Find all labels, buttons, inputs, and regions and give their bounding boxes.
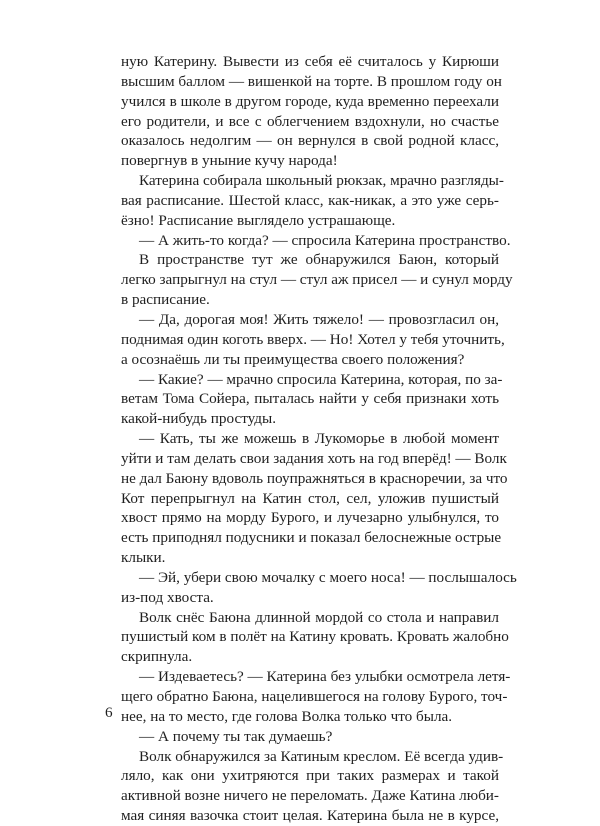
text-line: в расписание.	[121, 291, 210, 309]
text-line: активной возне ничего не переломать. Даже Катина люби-	[121, 787, 499, 805]
text-line: Волк обнаружился за Катиным креслом. Её всегда удив-	[139, 747, 504, 765]
text-line: из-под хвоста.	[121, 588, 214, 606]
text-line: поднимая один коготь вверх. — Но! Хотел у тебя уточнить,	[121, 330, 505, 348]
text-line: щего обратно Баюна, нацелившегося на голову Бурого, точ-	[121, 688, 508, 705]
text-line: высшим баллом — вишенкой на торте. В прошлом году он	[121, 72, 502, 90]
text-line: не дал Баюну вдоволь поупражняться в красноречии, за что	[121, 469, 508, 487]
text-line: В пространстве тут же обнаружился Баюн, который	[139, 251, 499, 269]
page-number: 6	[105, 704, 113, 721]
text-line: повергнув в уныние кучу народа!	[121, 152, 338, 170]
body-text	[121, 52, 517, 826]
text-line: есть приподнял подусники и показал белоснежные острые	[121, 529, 502, 547]
text-line: какой-нибудь простуды.	[121, 410, 277, 428]
text-line: Катерина собирала школьный рюкзак, мрачно разгляды-	[139, 172, 504, 190]
text-line: пушистый ком в полёт на Катину кровать. Кровать жалобно	[121, 628, 509, 646]
text-line: учился в школе в другом городе, куда временно переехали	[121, 92, 499, 110]
text-line: — Издеваетесь? — Катерина без улыбки осмотрела летя-	[139, 668, 511, 686]
text-line: вая расписание. Шестой класс, как-никак, а это уже серь-	[121, 191, 499, 209]
text-line: ную Катерину. Вывести из себя её считалось у Кирюши	[121, 53, 499, 70]
text-line: — Да, дорогая моя! Жить тяжело! — провозгласил он,	[139, 310, 499, 328]
text-line: Волк снёс Баюна длинной мордой со стола и направил	[139, 608, 499, 626]
text-line: его родители, и все с облегчением вздохнули, но счастье	[121, 112, 499, 130]
text-line: — Эй, убери свою мочалку с моего носа! — послышалось	[139, 568, 517, 586]
text-line: мая синяя вазочка стоит целая. Катерина была не в курсе,	[121, 807, 499, 825]
text-line: оказалось недолгим — он вернулся в свой родной класс,	[121, 132, 499, 150]
text-line: — Какие? — мрачно спросила Катерина, которая, по за-	[139, 370, 503, 388]
text-line: а осознаёшь ли ты преимущества своего положения?	[121, 350, 465, 368]
text-line: легко запрыгнул на стул — стул аж присел — и сунул морду	[121, 271, 513, 289]
text-line: ляло, как они ухитряются при таких размерах и такой	[121, 767, 499, 785]
text-line: ёзно! Расписание выглядело устрашающе.	[121, 211, 396, 229]
text-line: — А жить-то когда? — спросила Катерина пространство.	[139, 231, 511, 249]
text-line: ветам Тома Сойера, пыталась найти у себя признаки хоть	[121, 390, 499, 408]
text-line: хвост прямо на морду Бурого, и лучезарно улыбнулся, то	[121, 509, 499, 527]
text-line: скрипнула.	[121, 648, 193, 666]
text-line: — Кать, ты же можешь в Лукоморье в любой момент	[139, 430, 499, 448]
text-line: клыки.	[121, 549, 166, 567]
text-line: Кот перепрыгнул на Катин стол, сел, уложив пушистый	[121, 489, 499, 507]
text-line: уйти и там делать свои задания хоть на год вперёд! — Волк	[121, 449, 507, 467]
text-line: нее, на то место, где голова Волка только что была.	[121, 707, 453, 725]
text-line: — А почему ты так думаешь?	[139, 727, 333, 745]
